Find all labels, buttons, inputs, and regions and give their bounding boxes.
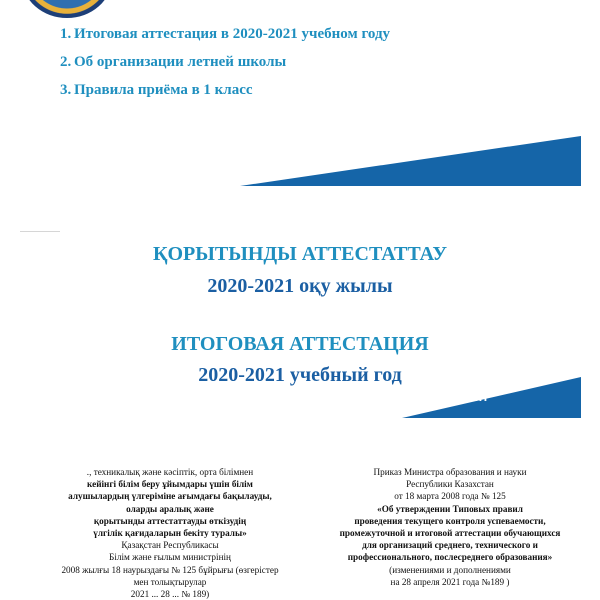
- doc-line: оларды аралық және: [126, 503, 214, 514]
- heading-kz-year: 2020-2021 оқу жылы: [207, 275, 393, 297]
- list-label: Об организации летней школы: [74, 54, 287, 70]
- document-banner-label[interactable]: окумент: [436, 389, 489, 404]
- document-banner: [0, 370, 600, 430]
- heading-kz-title: ҚОРЫТЫНДЫ АТТЕСТАТТАУ: [152, 243, 448, 265]
- decorative-band-top: [0, 130, 600, 190]
- doc-line: Приказ Министра образования и науки: [373, 467, 527, 477]
- announcement-link-final-attestation[interactable]: [60, 20, 390, 48]
- list-label: Итоговая аттестация в 2020-2021 учебном году: [74, 26, 391, 42]
- school-logo: [22, 0, 112, 18]
- doc-line: қорытынды аттестаттауды өткізудің: [93, 515, 247, 526]
- doc-line: Білім және ғылым министрінің: [109, 552, 231, 563]
- heading-ru-year: 2020-2021 учебный год: [198, 364, 402, 386]
- announcement-link-admission-rules[interactable]: [60, 76, 390, 104]
- heading-ru-title: ИТОГОВАЯ АТТЕСТАЦИЯ: [171, 333, 429, 355]
- doc-line: Қазақстан Республикасы: [121, 540, 219, 551]
- announcement-list: [60, 20, 390, 104]
- doc-line: проведения текущего контроля успеваемости,: [354, 515, 546, 526]
- document-left-column: [40, 466, 300, 600]
- doc-line: кейінгі білім беру ұйымдары үшін білім: [87, 479, 253, 490]
- list-number: 1.: [60, 26, 72, 42]
- doc-line: Республики Казахстан: [406, 479, 494, 490]
- doc-line: для организаций среднего, технического и: [362, 540, 538, 551]
- doc-line: промежуточной и итоговой аттестации обучающихся: [339, 528, 561, 539]
- list-number: 3.: [60, 82, 72, 98]
- doc-line: (изменениями и дополнениями: [389, 564, 511, 575]
- doc-line: ., техникалық және кәсіптік, орта білімнен: [86, 467, 254, 477]
- doc-line: профессионального, послесреднего образования»: [347, 552, 553, 563]
- doc-line: от 18 марта 2008 года № 125: [394, 491, 506, 502]
- document-right-column: [325, 466, 575, 588]
- doc-line: алушылардың үлгеріміне ағымдағы бақылауды,: [68, 491, 272, 502]
- doc-line: на 28 апреля 2021 года №189 ): [390, 576, 510, 587]
- doc-line: 2008 жылғы 18 наурыздағы № 125 бұйрығы (өзгерістер: [61, 564, 279, 575]
- doc-line: «Об утверждении Типовых правил: [377, 503, 523, 514]
- doc-line: мен толықтырулар: [133, 576, 207, 587]
- list-number: 2.: [60, 54, 72, 70]
- doc-line: 2021 ... 28 ... № 189): [130, 589, 210, 600]
- announcement-link-summer-school[interactable]: [60, 48, 390, 76]
- list-label: Правила приёма в 1 класс: [74, 82, 253, 98]
- divider-line: [20, 231, 60, 232]
- doc-line: үлгілік қағидаларын бекіту туралы»: [93, 528, 247, 539]
